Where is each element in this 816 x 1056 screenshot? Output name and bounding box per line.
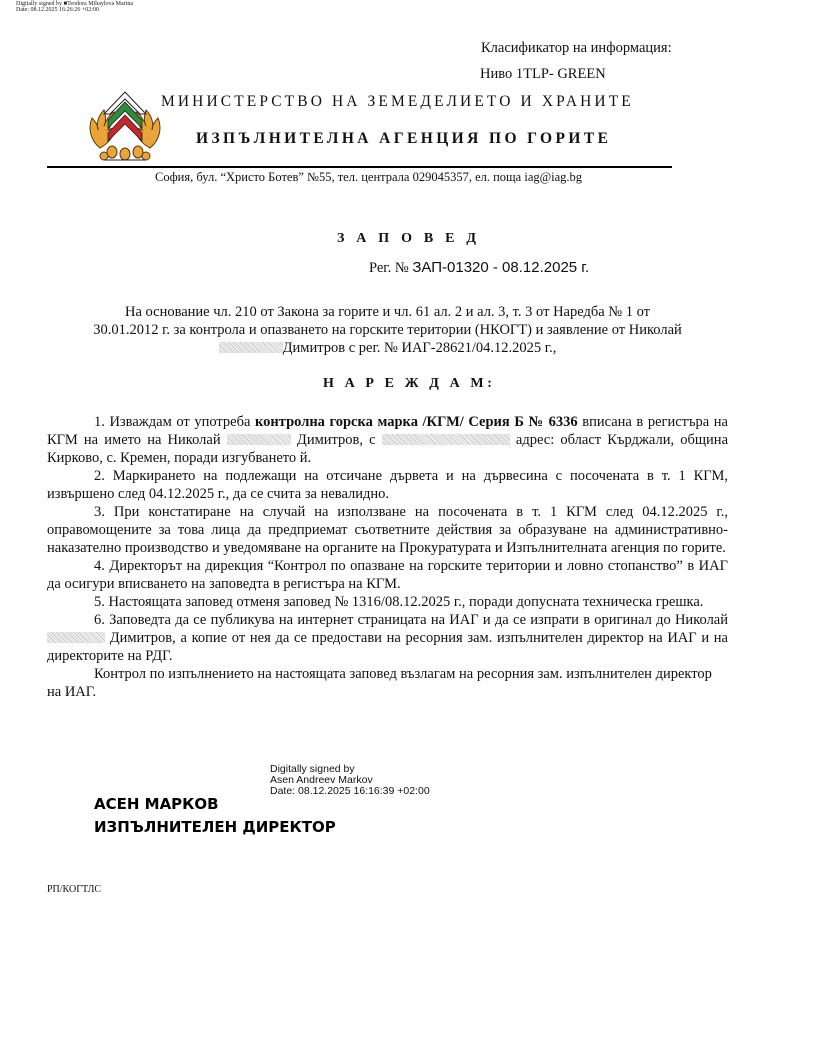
control-clause: Контрол по изпълнението на настоящата заповед възлагам на ресорния зам. изпълнителен директор на ИАГ. bbox=[47, 666, 712, 700]
document-title: З А П О В Е Д bbox=[337, 231, 481, 246]
order-item-2: 2. Маркирането на подлежащи на отсичане дървета и на дървесина с посочената в т. 1 КГМ, извършено след 04.12.2025 г., да се счита за невалидно. bbox=[47, 468, 728, 502]
item1-text-b: вписана в регистъра на КГМ на името на Николай bbox=[47, 414, 728, 448]
order-heading: Н А Р Е Ж Д А М: bbox=[323, 376, 496, 391]
top-digital-signature bbox=[16, 1, 133, 13]
preamble-line3-text: Димитров с рег. № ИАГ-28621/04.12.2025 г., bbox=[282, 340, 557, 356]
item1-text-a: 1. Изваждам от употреба bbox=[94, 414, 255, 430]
preamble-line1: На основание чл. 210 от Закона за горите и чл. 61 ал. 2 и ал. 3, т. 3 от Наредба № 1 от bbox=[124, 304, 651, 320]
agency-address: София, бул. “Христо Ботев” №55, тел. централа 029045357, ел. поща iag@iag.bg bbox=[155, 170, 583, 184]
signatory-name: АСЕН МАРКОВ bbox=[94, 795, 219, 813]
top-signature-line1: Digitally signed by ■Teodora Mihaylova Marina bbox=[16, 1, 134, 7]
redacted-name bbox=[227, 434, 291, 445]
preamble-line3 bbox=[47, 339, 728, 357]
registration-number bbox=[369, 259, 589, 277]
reg-label: Рег. № bbox=[369, 260, 409, 276]
order-item-5: 5. Настоящата заповед отменя заповед № 1316/08.12.2025 г., поради допусната техническа грешка. bbox=[94, 594, 704, 610]
header-divider bbox=[47, 166, 672, 168]
item1-text-d: адрес: област Кърджали, община Кирково, с. Кремен, поради изгубването й. bbox=[47, 432, 729, 466]
top-signature-line2: Date: 08.12.2025 16:26:26 +02:00 bbox=[16, 7, 99, 13]
item1-bold-text: контролна горска марка /КГМ/ Серия Б № 6336 bbox=[255, 414, 578, 430]
redacted-name bbox=[219, 342, 283, 353]
order-item-6 bbox=[47, 611, 728, 665]
order-item-1 bbox=[47, 413, 728, 467]
redacted-address-type bbox=[382, 434, 510, 445]
digital-signature-line1: Digitally signed by bbox=[270, 763, 355, 775]
item1-text-c: Димитров, с bbox=[290, 432, 382, 448]
order-items bbox=[47, 413, 728, 701]
item6-text-b: Димитров, а копие от нея да се предостави на ресорния зам. изпълнителен директор на ИАГ и на директорите на РДГ. bbox=[47, 630, 728, 664]
order-item-4: 4. Директорът на дирекция “Контрол по опазване на горските територии и ловно стопанство” в ИАГ да осигури вписването на заповедта в регистъра на КГМ. bbox=[47, 558, 728, 592]
digital-signature-line2: Asen Andreev Markov bbox=[270, 774, 373, 786]
ministry-name: МИНИСТЕРСТВО НА ЗЕМЕДЕЛИЕТО И ХРАНИТЕ bbox=[161, 93, 634, 110]
order-item-3: 3. При констатиране на случай на използване на посочената в т. 1 КГМ след 04.12.2025 г., оправомощените за това лица да предприемат съответните действия за образуване на административно-наказателно производство и уведомяване на органите на Прокуратурата и Изпълнителната агенция по горите. bbox=[47, 504, 728, 556]
signatory-position: ИЗПЪЛНИТЕЛЕН ДИРЕКТОР bbox=[94, 818, 336, 836]
classification-label: Класификатор на информация: bbox=[481, 40, 672, 56]
classification-level: Ниво 1TLP- GREEN bbox=[480, 66, 606, 82]
preamble bbox=[47, 303, 728, 357]
digital-signature bbox=[270, 764, 430, 797]
reference-code: РП/КОГТЛС bbox=[47, 884, 102, 895]
redacted-name bbox=[47, 632, 105, 643]
agency-name: ИЗПЪЛНИТЕЛНА АГЕНЦИЯ ПО ГОРИТЕ bbox=[196, 130, 612, 147]
preamble-line2: 30.01.2012 г. за контрола и опазването на горските територии (НКОГТ) и заявление от Николай bbox=[93, 322, 682, 338]
forestry-emblem-icon bbox=[86, 88, 164, 164]
item6-text-a: 6. Заповедта да се публикува на интернет страницата на ИАГ и да се изпрати в оригинал до Николай bbox=[94, 612, 728, 628]
reg-number-value: ЗАП-01320 - 08.12.2025 г. bbox=[412, 259, 590, 276]
digital-signature-line3: Date: 08.12.2025 16:16:39 +02:00 bbox=[270, 785, 430, 797]
